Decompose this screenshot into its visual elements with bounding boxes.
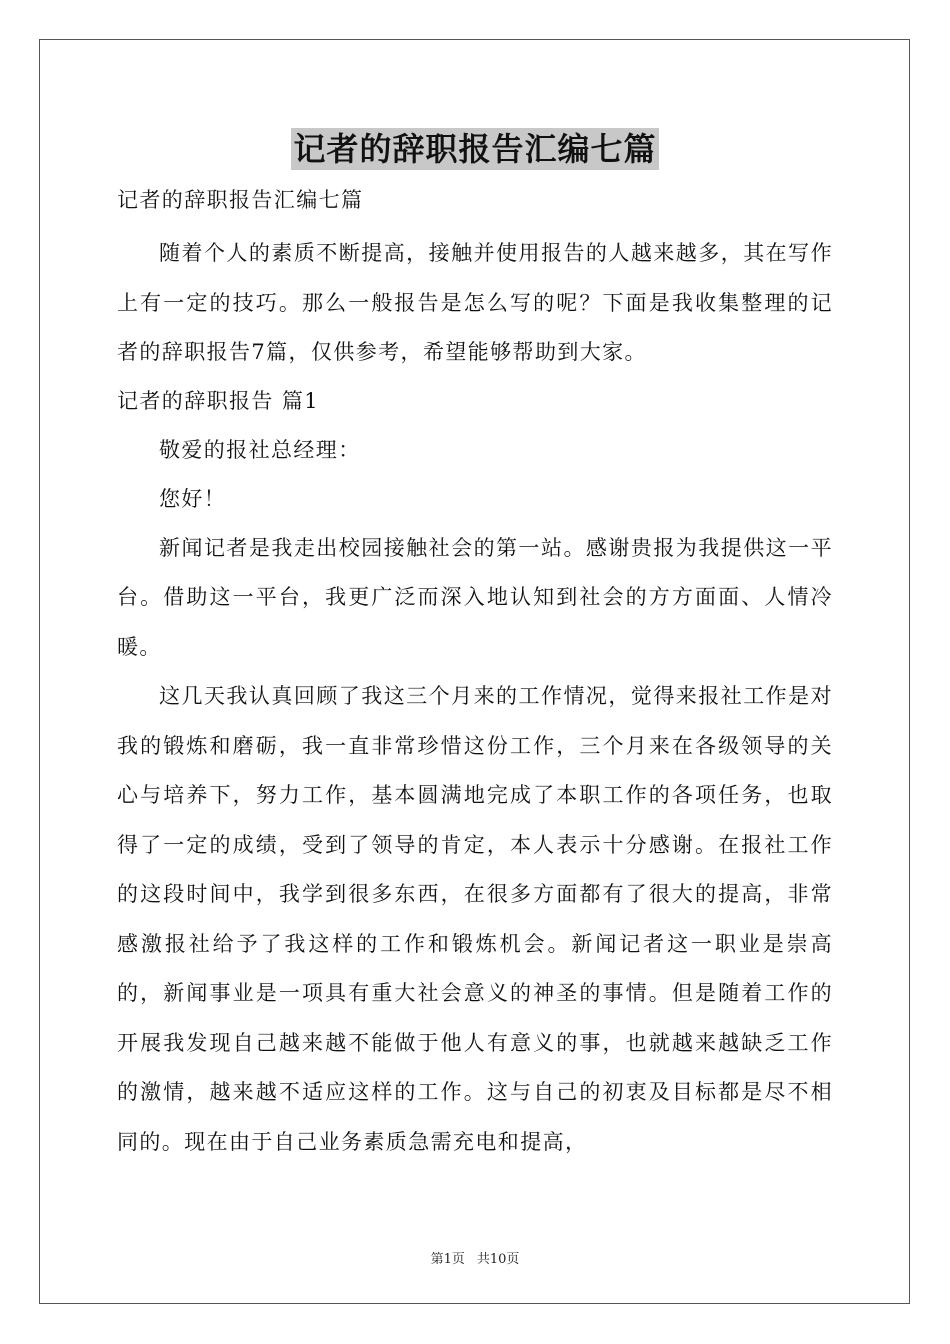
document-title: 记者的辞职报告汇编七篇: [293, 130, 657, 168]
title-container: [0, 128, 950, 170]
salutation: 敬爱的报社总经理：: [159, 437, 361, 462]
body-paragraph: 新闻记者是我走出校园接触社会的第一站。感谢贵报为我提供这一平台。借助这一平台，我更广泛而深入地认知到社会的方方面面、人情冷暖。: [117, 535, 833, 659]
document-subtitle: 记者的辞职报告汇编七篇: [117, 188, 364, 212]
greeting: 您好！: [159, 486, 227, 511]
body-paragraph: 这几天我认真回顾了我这三个月来的工作情况，觉得来报社工作是对我的锻炼和磨砺，我一直非常珍惜这份工作，三个月来在各级领导的关心与培养下，努力工作，基本圆满地完成了本职工作的各项任务，也取得了一定的成绩，受到了领导的肯定，本人表示十分感谢。在报社工作的这段时间中，我学到很多东西，在很多方面都有了很大的提高，非常感激报社给予了我这样的工作和锻炼机会。新闻记者这一职业是崇高的，新闻事业是一项具有重大社会意义的神圣的事情。但是随着工作的开展我发现自己越来越不能做于他人有意义的事，也就越来越缺乏工作的激情，越来越不适应这样的工作。这与自己的初衷及目标都是尽不相同的。现在由于自己业务素质急需充电和提高，: [117, 684, 833, 1154]
page-footer: [0, 1248, 950, 1267]
page-number: 第1页: [430, 1252, 465, 1267]
intro-paragraph: 随着个人的素质不断提高，接触并使用报告的人越来越多，其在写作上有一定的技巧。那么一般报告是怎么写的呢？下面是我收集整理的记者的辞职报告7篇，仅供参考，希望能够帮助到大家。: [117, 241, 833, 364]
section-heading: 记者的辞职报告 篇1: [117, 388, 320, 413]
page-total: 共10页: [476, 1252, 520, 1267]
document-body: [117, 177, 833, 1167]
